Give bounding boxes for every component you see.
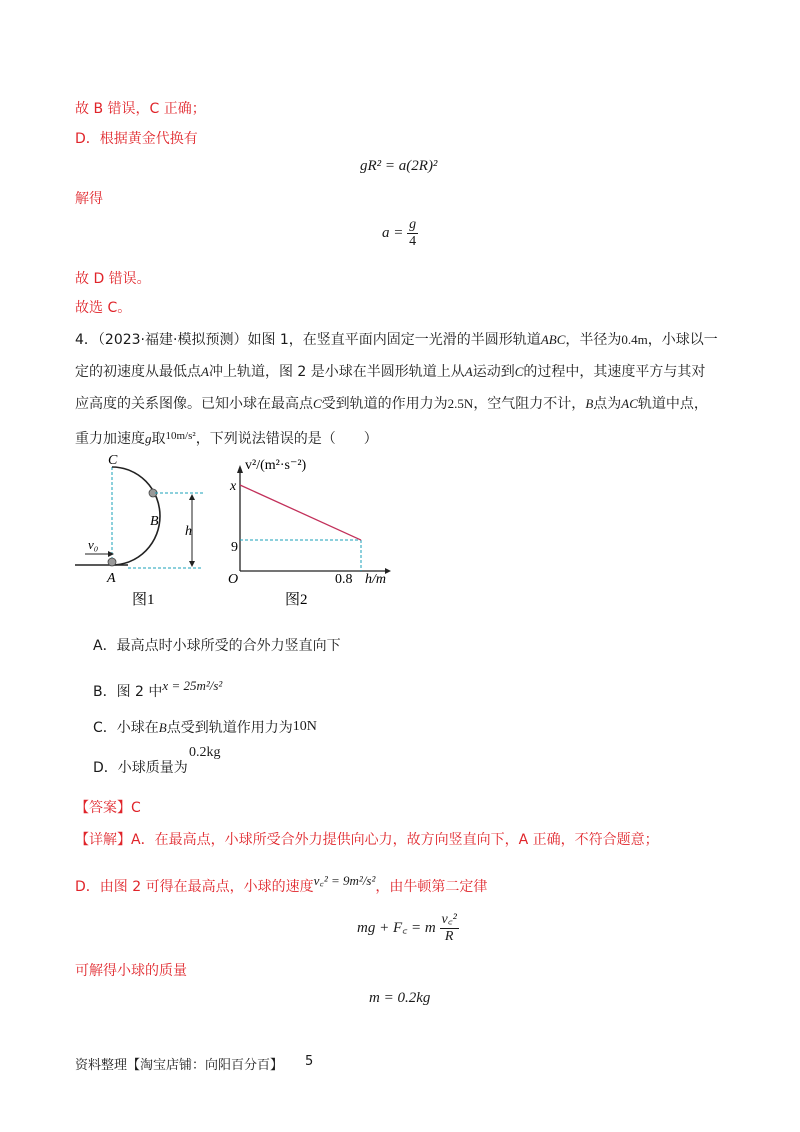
option-c-b: B (158, 720, 167, 735)
q-text: 轨道中点， (637, 396, 708, 412)
q-text: ，下列说法错误的是（ ） (195, 431, 378, 447)
x-tick-0-8: 0.8 (335, 572, 353, 587)
eq3-denominator: R (444, 929, 454, 944)
text-jiede: 解得 (75, 191, 103, 207)
option-b (93, 676, 222, 702)
q-text: ，半径为 (565, 332, 622, 348)
text-line-d-wrong: 故 D 错误。 (75, 271, 151, 287)
text-answer-c: 故选 C。 (75, 300, 132, 316)
data-series-line (240, 485, 361, 540)
eq3-numerator: v꜀² (441, 912, 457, 927)
option-a: A．最高点时小球所受的合外力竖直向下 (93, 638, 341, 654)
label-a: A (107, 571, 116, 586)
equation-newton-second-law (357, 912, 459, 945)
arrow-head (108, 551, 114, 557)
answer-mass-text: 可解得小球的质量 (75, 963, 187, 979)
page-number: 5 (305, 1054, 314, 1069)
ball-at-a (108, 558, 116, 566)
q-text: ，小球以一 (647, 332, 718, 348)
y-tick-x: x (230, 479, 237, 494)
figure-1-semicircle-track (70, 450, 220, 610)
equation-golden-substitution: gR² = a(2R)² (360, 158, 438, 174)
option-c-text2: 点受到轨道作用力为 (166, 720, 293, 736)
q-text: 定的初速度从最低点 (75, 364, 201, 380)
option-d-math: 0.2kg (189, 745, 221, 760)
figure-2-caption: 图2 (285, 592, 308, 608)
h-arrow-top (189, 494, 195, 500)
q-text: 运动到 (472, 364, 515, 380)
option-d (93, 758, 188, 778)
question-line-4 (75, 426, 378, 449)
y-tick-9: 9 (231, 540, 238, 555)
q-text: 受到轨道的作用力为 (321, 396, 448, 412)
q-math: 0.4m (621, 332, 648, 347)
h-arrow-bottom (189, 561, 195, 567)
label-v0: v₀ (88, 537, 99, 552)
q-math: B (585, 396, 594, 411)
label-c: C (108, 453, 118, 468)
q-math: ABC (540, 332, 566, 347)
q-text: （2023·福建·模拟预测）如图 1，在竖直平面内固定一光滑的半圆形轨道 (97, 332, 541, 348)
option-b-math: x = 25m²/s² (162, 678, 223, 693)
eq2-fraction (407, 217, 418, 250)
q-math: g (145, 431, 152, 446)
chart-plot-area (237, 465, 391, 574)
q-math: AC (621, 396, 638, 411)
eq2-denominator: 4 (409, 234, 417, 249)
detail-d-text2: ，由牛顿第二定律 (375, 879, 488, 895)
footer-source: 资料整理【淘宝店铺：向阳百分百】 (75, 1058, 284, 1073)
q-text: 重力加速度 (75, 431, 145, 447)
q-text: 点为 (593, 396, 622, 412)
eq3-lhs: mg + F꜀ = m (357, 919, 436, 936)
option-c-math: 10N (292, 719, 317, 734)
option-b-text: B．图 2 中 (93, 684, 163, 700)
question-line-2 (75, 362, 705, 382)
q-math: A (201, 364, 209, 379)
label-h: h (185, 524, 192, 539)
y-axis-label: v²/(m²·s⁻²) (245, 458, 307, 473)
text-line-d-golden: D．根据黄金代换有 (75, 131, 198, 147)
option-d-text: D．小球质量为 (93, 760, 188, 776)
q-text: 冲上轨道，图 2 是小球在半圆形轨道上从 (208, 364, 465, 380)
eq3-fraction (440, 912, 459, 945)
answer-detail-a: 【详解】A．在最高点，小球所受合外力提供向心力，故方向竖直向下，A 正确，不符合题意； (75, 832, 659, 848)
question-line-1 (75, 330, 718, 350)
option-c-text: C．小球在 (93, 720, 159, 736)
figure-2-graph (225, 453, 400, 610)
origin-label: O (228, 572, 239, 587)
q-text: ，空气阻力不计， (473, 396, 586, 412)
equation-mass: m = 0.2kg (369, 990, 431, 1006)
eq2-lhs: a = (382, 224, 404, 241)
q-text: 取 (151, 431, 166, 447)
equation-a-equals-g-over-4 (382, 217, 418, 250)
q-math: 10m/s² (165, 430, 196, 442)
q-math: C (313, 396, 322, 411)
answer-label: 【答案】C (75, 800, 141, 816)
text-line-b-wrong: 故 B 错误，C 正确； (75, 101, 206, 117)
label-b: B (150, 514, 159, 529)
y-axis-arrow (237, 465, 243, 473)
q-text: 的过程中，其速度平方与其对 (523, 364, 706, 380)
q-text: 应高度的关系图像。已知小球在最高点 (75, 396, 313, 412)
figure-1-caption: 图1 (132, 592, 155, 608)
x-axis-label: h/m (365, 572, 386, 587)
eq2-numerator: g (409, 217, 417, 232)
question-number: 4． (75, 332, 98, 348)
detail-d-text: D．由图 2 可得在最高点，小球的速度 (75, 879, 314, 895)
question-line-3 (75, 394, 708, 414)
detail-d-math: v꜀² = 9m²/s² (313, 873, 376, 888)
q-math: C (514, 364, 524, 379)
q-math: 2.5N (447, 396, 474, 411)
option-c (93, 717, 317, 738)
q-math: A (464, 364, 473, 379)
answer-detail-d (75, 871, 487, 897)
